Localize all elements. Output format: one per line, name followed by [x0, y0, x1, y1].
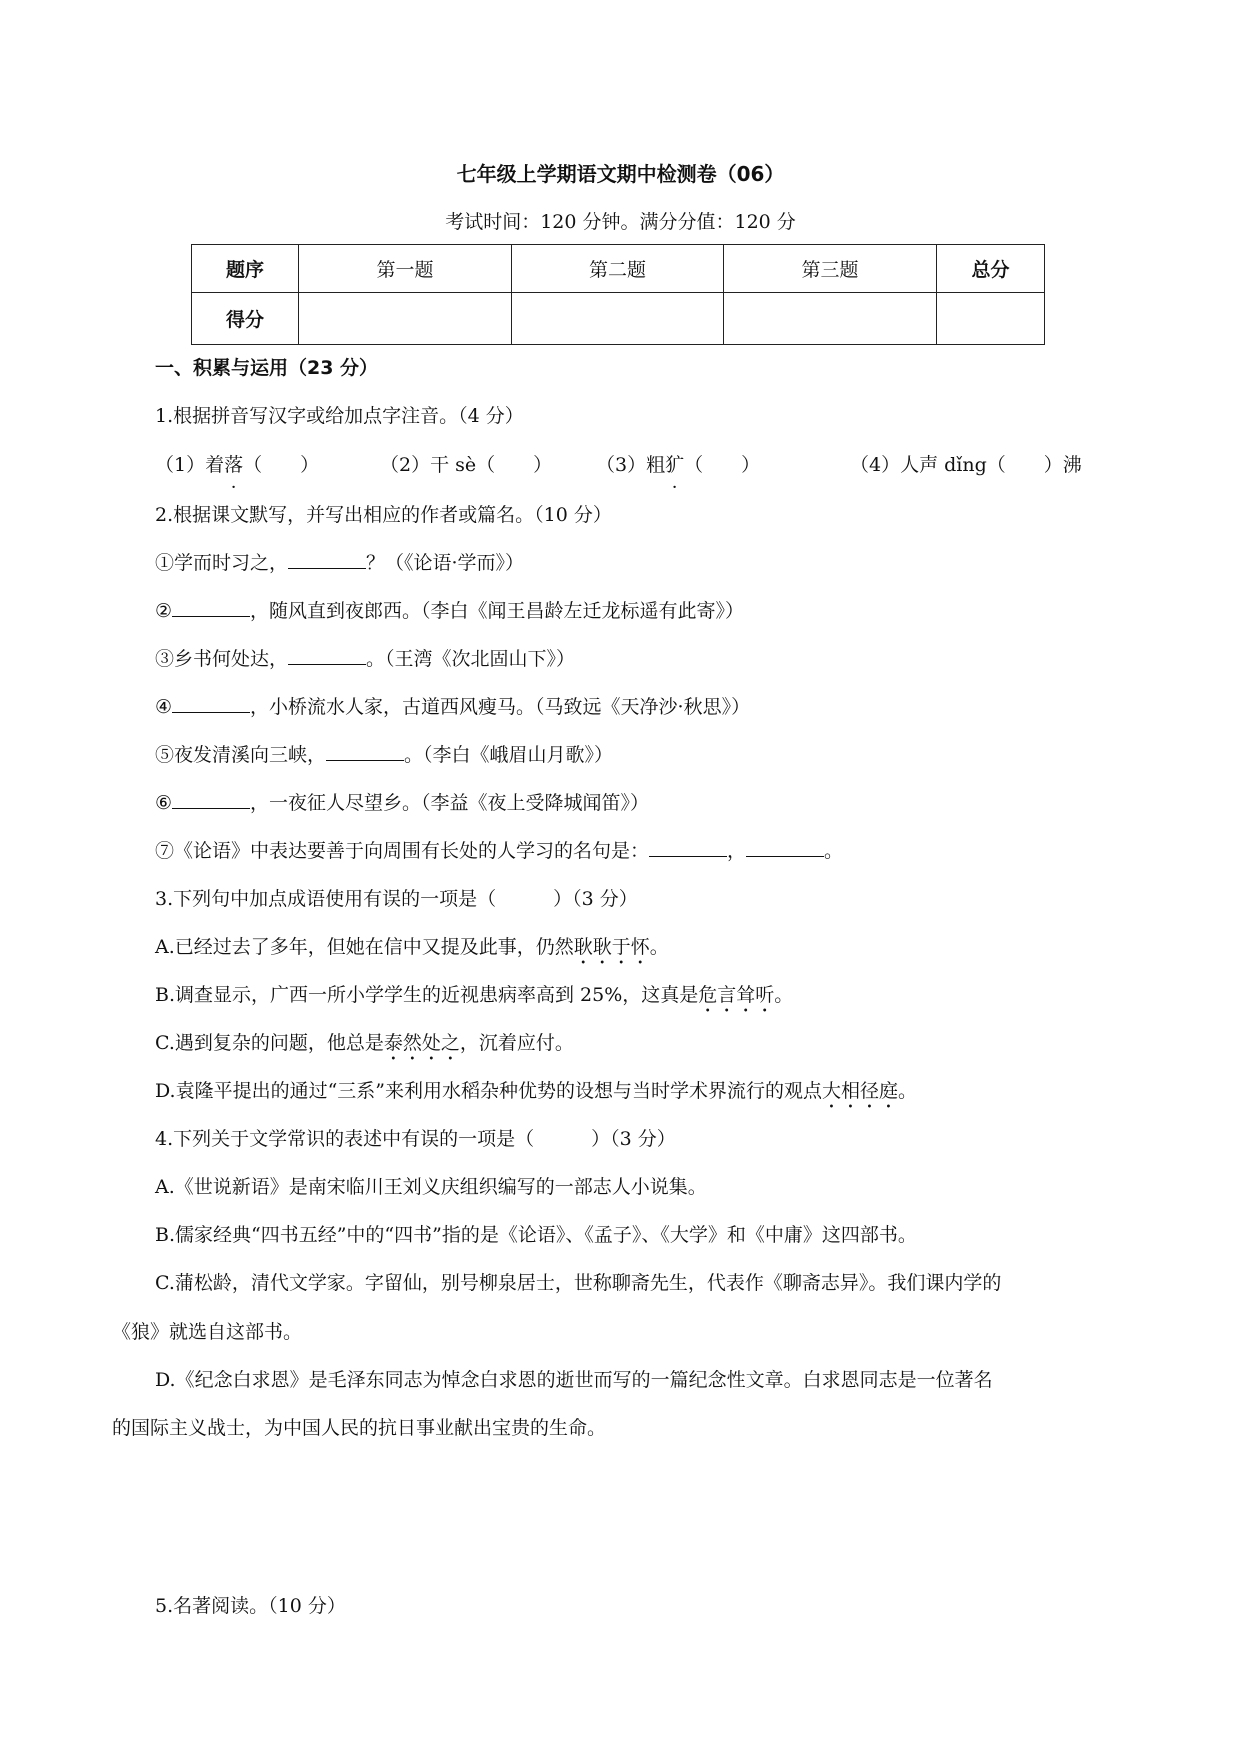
- score-cell-1[interactable]: [299, 293, 512, 345]
- q2-blank-4[interactable]: [172, 694, 250, 713]
- q1-item-1: （1）着落（ ）: [155, 451, 319, 479]
- score-cell-2[interactable]: [512, 293, 724, 345]
- score-table-score-label: 得分: [192, 293, 299, 345]
- q3-option-b-idiom: 危言耸听: [698, 984, 775, 1006]
- q2-line-1: ①学而时习之， ？（《论语·学而》）: [155, 552, 525, 574]
- q1-item-3: （3）粗犷（ ）: [596, 451, 760, 479]
- q3-option-a[interactable]: A.已经过去了多年，但她在信中又提及此事，仍然耿耿于怀。: [155, 936, 669, 958]
- q4-option-c-line-1[interactable]: C.蒲松龄，清代文学家。字留仙，别号柳泉居士，世称聊斋先生，代表作《聊斋志异》。我们课内学的: [155, 1272, 1002, 1294]
- q3-option-d-idiom: 大相径庭: [822, 1080, 899, 1102]
- q2-blank-6[interactable]: [172, 790, 250, 809]
- score-table-order-label: 题序: [192, 245, 299, 293]
- q2-blank-3[interactable]: [288, 646, 366, 665]
- score-cell-total[interactable]: [937, 293, 1045, 345]
- q1-item-4: （4）人声 dǐng（ ）沸: [850, 454, 1082, 476]
- q5-stem: 5.名著阅读。（10 分）: [155, 1595, 346, 1617]
- q2-line-7: ⑦《论语》中表达要善于向周围有长处的人学习的名句是： ， 。: [155, 840, 844, 862]
- q2-blank-1[interactable]: [288, 550, 366, 569]
- q1-stem: 1.根据拼音写汉字或给加点字注音。（4 分）: [155, 405, 524, 427]
- q3-option-c-idiom: 泰然处之: [383, 1032, 460, 1054]
- q2-blank-5[interactable]: [326, 742, 404, 761]
- exam-title: 七年级上学期语文期中检测卷（06）: [456, 162, 785, 186]
- score-table: [191, 244, 1045, 345]
- q3-option-b[interactable]: B.调查显示，广西一所小学学生的近视患病率高到 25%，这真是危言耸听。: [155, 984, 794, 1006]
- q2-line-4: ④ ，小桥流水人家，古道西风瘦马。（马致远《天净沙·秋思》）: [155, 696, 751, 718]
- q4-option-d-line-2: 的国际主义战士，为中国人民的抗日事业献出宝贵的生命。: [112, 1417, 607, 1439]
- q2-line-5: ⑤夜发清溪向三峡， 。（李白《峨眉山月歌》）: [155, 744, 614, 766]
- q3-option-d[interactable]: D.袁隆平提出的通过“三系”来利用水稻杂种优势的设想与当时学术界流行的观点大相径庭。: [155, 1080, 918, 1102]
- q2-line-3: ③乡书何处达， 。（王湾《次北固山下》）: [155, 648, 576, 670]
- score-table-col-2: 第二题: [512, 245, 724, 293]
- q4-option-b[interactable]: B.儒家经典“四书五经”中的“四书”指的是《论语》、《孟子》、《大学》和《中庸》这四部书。: [155, 1224, 917, 1246]
- q2-blank-8[interactable]: [746, 838, 824, 857]
- q2-line-2: ② ，随风直到夜郎西。（李白《闻王昌龄左迁龙标遥有此寄》）: [155, 600, 745, 622]
- q1-item-2: （2）干 sè（ ）: [380, 454, 553, 476]
- q4-option-d-line-1[interactable]: D.《纪念白求恩》是毛泽东同志为悼念白求恩的逝世而写的一篇纪念性文章。白求恩同志是一位著名: [155, 1369, 993, 1391]
- q2-blank-2[interactable]: [172, 598, 250, 617]
- score-table-col-total: 总分: [937, 245, 1045, 293]
- score-table-score-row: [192, 293, 1045, 345]
- score-table-col-1: 第一题: [299, 245, 512, 293]
- q4-stem: 4.下列关于文学常识的表述中有误的一项是（ ）（3 分）: [155, 1128, 676, 1150]
- q2-stem: 2.根据课文默写，并写出相应的作者或篇名。（10 分）: [155, 504, 612, 526]
- q4-option-c-line-2: 《狼》就选自这部书。: [112, 1321, 303, 1343]
- section-1-heading: 一、积累与运用（23 分）: [155, 357, 379, 379]
- q2-blank-7[interactable]: [649, 838, 727, 857]
- score-cell-3[interactable]: [724, 293, 937, 345]
- score-table-header-row: [192, 245, 1045, 293]
- q3-option-a-idiom: 耿耿于怀: [573, 936, 650, 958]
- q1-dotted-char-3: 犷: [665, 454, 685, 476]
- q1-dotted-char-1: 落: [224, 454, 244, 476]
- exam-subtitle: 考试时间：120 分钟。满分分值：120 分: [445, 211, 796, 233]
- q3-option-c[interactable]: C.遇到复杂的问题，他总是泰然处之，沉着应付。: [155, 1032, 574, 1054]
- q2-line-6: ⑥ ，一夜征人尽望乡。（李益《夜上受降城闻笛》）: [155, 792, 650, 814]
- score-table-col-3: 第三题: [724, 245, 937, 293]
- q4-option-a[interactable]: A.《世说新语》是南宋临川王刘义庆组织编写的一部志人小说集。: [155, 1176, 707, 1198]
- q3-stem: 3.下列句中加点成语使用有误的一项是（ ）（3 分）: [155, 888, 638, 910]
